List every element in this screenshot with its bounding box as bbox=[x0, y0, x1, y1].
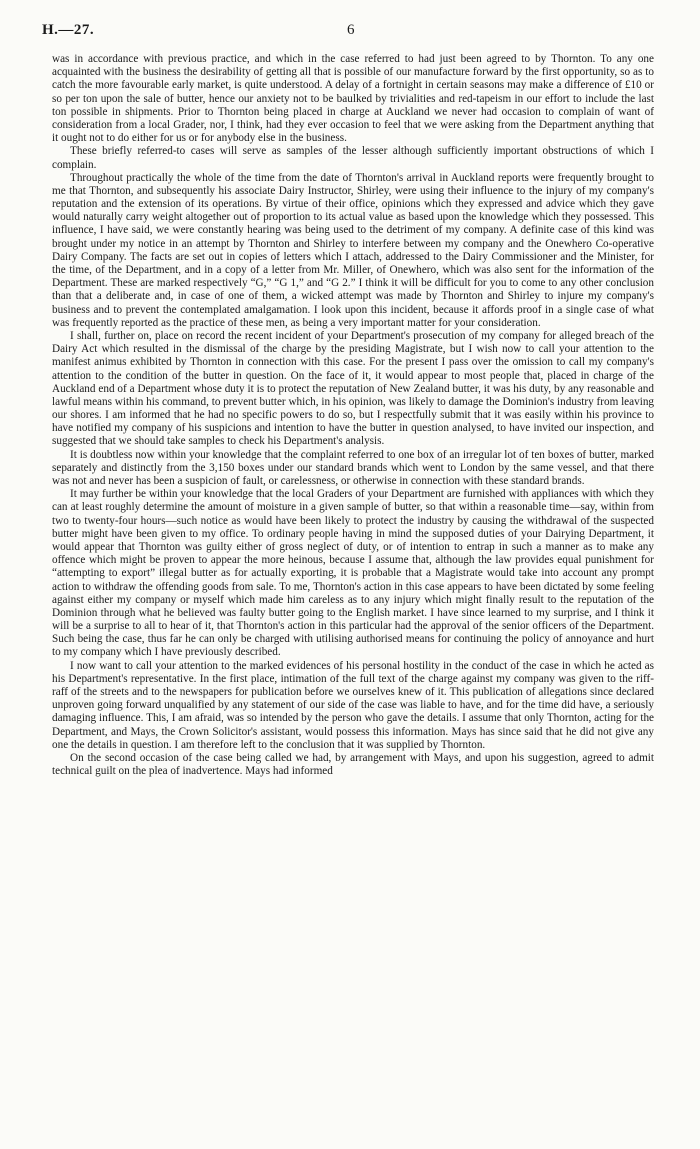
paragraph-personal-hostility: I now want to call your attention to the marked evidences of his personal hostility in the conduct of the case in which he acted as his Department's representative. In the first place, intimation of the full text of the charge against my company was given to the riff-raff of the streets and to the newspapers for publication before we ourselves knew of it. This publication of allegations since declared unproven going forward unqualified by any statement of our side of the case was liable to have, and for the time did have, a seriously damaging influence. This, I am afraid, was so intended by the person who gave the details. I assume that only Thornton, acting for the Department, and Mays, the Crown Solicitor's assistant, would possess this information. Mays has since said that he did not give any one the details in question. I am therefore left to the conclusion that it was supplied by Thornton. bbox=[52, 659, 654, 751]
paragraph-prosecution: I shall, further on, place on record the recent incident of your Department's prosecution of my company for alleged breach of the Dairy Act which resulted in the dismissal of the charge by the presiding Magistrate, but I wish now to call your attention to the manifest animus exhibited by Thornton in connection with this case. For the present I pass over the omission to call my company's attention to the condition of the butter in question. On the face of it, it would appear to most people that, placed in charge of the Auckland end of a Department whose duty it is to protect the reputation of New Zealand butter, it was his duty, by any reasonable and lawful means within his command, to prevent butter which, in his opinion, was likely to damage the Dominion's industry from leaving our shores. I am informed that he had no specific powers to do so, but I respectfully submit that it was easily within his province to have notified my company of his suspicions and intention to have the butter in question analysed, to have invited our inspection, and suggested that we should take samples to check his Department's analysis. bbox=[52, 329, 654, 448]
document-reference: H.—27. bbox=[42, 22, 95, 38]
paragraph-lesser-obstructions: These briefly referred-to cases will serve as samples of the lesser although sufficiently important obstructions of which I complain. bbox=[52, 145, 654, 171]
page-header bbox=[42, 22, 652, 42]
paragraph-graders-appliances: It may further be within your knowledge that the local Graders of your Department are furnished with appliances with which they can at least roughly determine the amount of moisture in a given sample of butter, so that within a reasonable time—say, within from two to twenty-four hours—such notice as would have been likely to protect the industry by causing the withdrawal of the suspected butter might have been given to my office. To ordinary people having in mind the supposed duties of your Dairying Department, it would appear that Thornton was guilty either of gross neglect of duty, or of intention to entrap in such a manner as to make any offence which might be proven to appear the more heinous, because I assume that, although the law provides equal punishment for “attempting to export” illegal butter as for actually exporting, it is probable that a Magistrate would take into account any prompt action to withdraw the offending goods from sale. To me, Thornton's action in this case appears to have been dictated by some feeling against either my company or myself which made him careless as to any injury which might finally result to the reputation of the Dominion through what he believed was faulty butter going to the English market. I have since learned to my surprise, and I think it will be a surprise to all to hear of it, that Thornton's action in this particular had the approval of the senior officers of the Department. Such being the case, thus far he can only be charged with utilising authorised means for continuing the policy of annoyance and hurt to my company which I have previously described. bbox=[52, 488, 654, 659]
paragraph-complaint-box: It is doubtless now within your knowledge that the complaint referred to one box of an irregular lot of ten boxes of butter, marked separately and distinctly from the 3,150 boxes under our standard brands which went to London by the same vessel, and that there was not and never has been a suspicion of fault, or carelessness, or otherwise in connection with these standard brands. bbox=[52, 448, 654, 487]
paragraph-continued: was in accordance with previous practice, and which in the case referred to had just been agreed to by Thornton. To any one acquainted with the business the desirability of getting all that is possible of our manufacture forward by the first opportunity, so as to catch the more favourable early market, is quite understood. A delay of a fortnight in certain seasons may make a difference of £10 or so per ton upon the sale of butter, hence our anxiety not to be baulked by trivialities and red-tapeism in our effort to include the last ton possible in shipments. Prior to Thornton being placed in charge at Auckland we never had occasion to complain of want of consideration from a local Grader, nor, I think, had they ever occasion to feel that we were asking from the Department anything that it ought not to do either for us or for anybody else in the business. bbox=[52, 53, 654, 145]
body-text bbox=[52, 53, 654, 778]
paragraph-second-occasion: On the second occasion of the case being called we had, by arrangement with Mays, and upon his suggestion, agreed to admit technical guilt on the plea of inadvertence. Mays had informed bbox=[52, 751, 654, 778]
page-number: 6 bbox=[347, 22, 355, 38]
paragraph-influence-reports: Throughout practically the whole of the time from the date of Thornton's arrival in Auckland reports were frequently brought to me that Thornton, and subsequently his associate Dairy Instructor, Shirley, were using their influence to the injury of my company's reputation and the extension of its operations. By virtue of their office, opinions which they expressed and advice which they gave would naturally carry weight altogether out of proportion to its actual value as based upon the knowledge which they possessed. This influence, I have said, we were constantly hearing was being used to the detriment of my company. A definite case of this kind was brought under my notice in an attempt by Thornton and Shirley to interfere between my company and the Onewhero Co-operative Dairy Company. The facts are set out in copies of letters which I attach, addressed to the Dairy Commissioner and the Minister, for the time, of the Department, and in a copy of a letter from Mr. Miller, of Onewhero, which was also sent for the information of the Department. These are marked respectively “G,” “G 1,” and “G 2.” I think it will be difficult for you to come to any other conclusion than that a deliberate and, in case of one of them, a wicked attempt was made by Thornton and Shirley to injure my company's business and to prevent the contemplated amalgamation. I look upon this incident, because it affords proof in a single case of what was frequently reported as the practice of these men, as being a very important matter for your consideration. bbox=[52, 171, 654, 329]
